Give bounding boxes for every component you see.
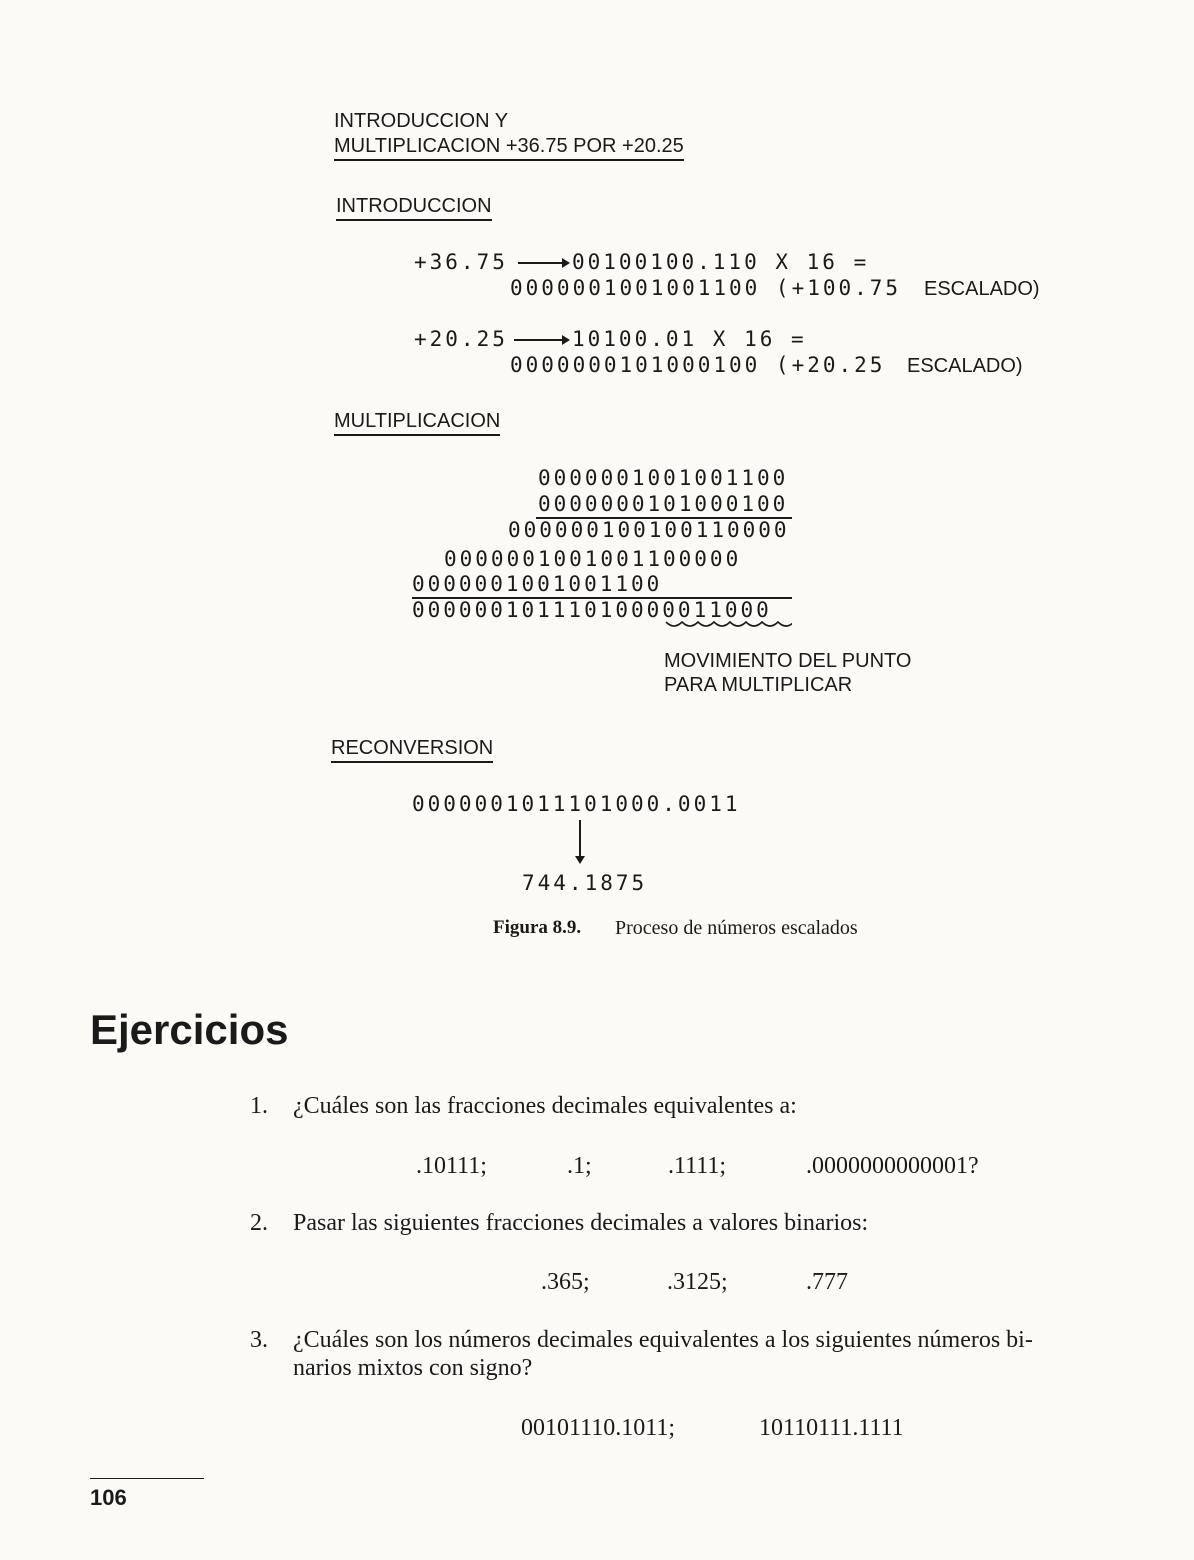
section-heading-intro: INTRODUCCION xyxy=(336,195,492,221)
intro-a-value: +36.75 xyxy=(414,250,508,274)
wavy-underline-icon xyxy=(664,618,792,630)
intro-a-binary: 00100100.110 X 16 = xyxy=(572,250,870,274)
exercise-value: .10111; xyxy=(416,1153,487,1179)
mult-row-multiplier: 0000000101000100 xyxy=(538,492,789,516)
mult-row-multiplicand: 0000001001001100 xyxy=(538,466,789,490)
reconv-binary: 0000001011101000.0011 xyxy=(412,792,741,816)
reconv-decimal: 744.1875 xyxy=(522,871,648,895)
exercise-number: 3. xyxy=(250,1327,268,1353)
right-arrow-icon xyxy=(518,262,568,264)
footer-rule xyxy=(90,1478,204,1479)
exercise-value: .1; xyxy=(567,1153,592,1179)
mult-row-result: 00000010111010000011000 xyxy=(412,598,772,622)
mult-note-line1: MOVIMIENTO DEL PUNTO xyxy=(664,650,912,672)
mult-row-partial-1: 000000100100110000 xyxy=(508,518,790,542)
exercise-value: .3125; xyxy=(667,1269,728,1295)
exercise-number: 2. xyxy=(250,1210,268,1236)
intro-a-scaled: 0000001001001100 (+100.75 xyxy=(510,276,902,300)
intro-b-binary: 10100.01 X 16 = xyxy=(572,327,807,351)
intro-b-value: +20.25 xyxy=(414,327,508,351)
intro-b-scaled: 0000000101000100 (+20.25 xyxy=(510,353,886,377)
mult-row-partial-2: 0000001001001100000 xyxy=(444,547,742,571)
exercise-value: .0000000000001? xyxy=(806,1153,979,1179)
mult-row-partial-3: 0000001001001100 xyxy=(412,572,663,596)
exercise-number: 1. xyxy=(250,1093,268,1119)
section-heading-reconv: RECONVERSION xyxy=(331,737,493,763)
right-arrow-icon xyxy=(514,339,568,341)
page-number: 106 xyxy=(90,1485,127,1510)
exercise-value: .777 xyxy=(806,1269,848,1295)
mult-note-line2: PARA MULTIPLICAR xyxy=(664,674,853,696)
exercise-text-line2: narios mixtos con signo? xyxy=(293,1355,533,1381)
section-heading-mult: MULTIPLICACION xyxy=(334,410,500,436)
exercise-value: .365; xyxy=(541,1269,590,1295)
exercise-text-line1: ¿Cuáles son los números decimales equivalentes a los siguientes números bi- xyxy=(293,1327,1033,1353)
exercises-heading: Ejercicios xyxy=(90,1006,289,1053)
intro-a-scaled-label: ESCALADO) xyxy=(924,278,1040,300)
figure-caption-text: Proceso de números escalados xyxy=(615,917,858,939)
exercise-value: 10110111.1111 xyxy=(759,1415,904,1441)
figure-title-line1: INTRODUCCION Y xyxy=(334,110,509,132)
exercise-text: ¿Cuáles son las fracciones decimales equivalentes a: xyxy=(293,1093,797,1119)
figure-title-line2: MULTIPLICACION +36.75 POR +20.25 xyxy=(334,135,684,161)
figure-caption-label: Figura 8.9. xyxy=(493,917,582,938)
exercise-value: .1111; xyxy=(668,1153,726,1179)
down-arrow-icon xyxy=(579,820,581,862)
intro-b-scaled-label: ESCALADO) xyxy=(907,355,1023,377)
exercise-text: Pasar las siguientes fracciones decimales a valores binarios: xyxy=(293,1210,869,1236)
exercise-value: 00101110.1011; xyxy=(521,1415,675,1441)
